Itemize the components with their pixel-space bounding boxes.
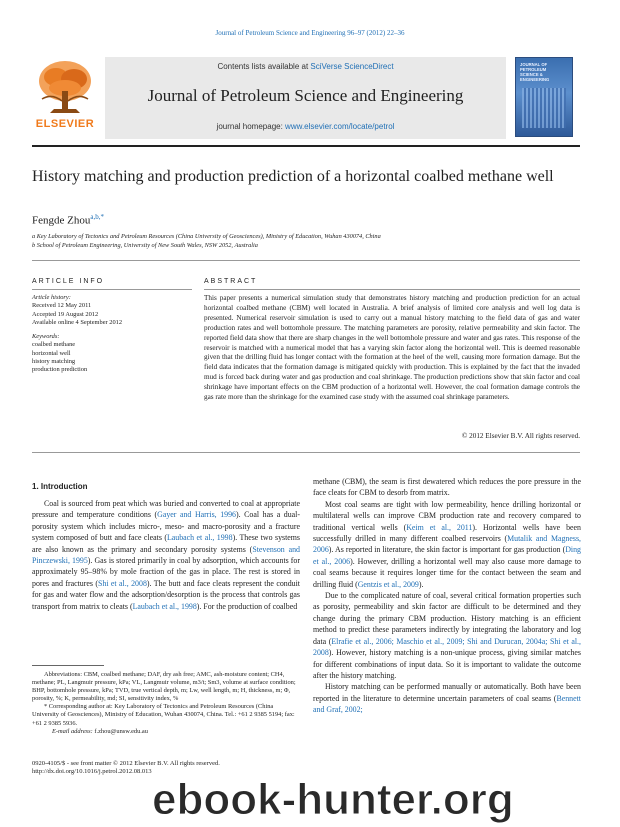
- keywords-label: Keywords:: [32, 333, 60, 341]
- abstract-heading: ABSTRACT: [204, 278, 258, 285]
- cover-artwork: [522, 88, 566, 128]
- affiliation-b: b School of Petroleum Engineering, University of New South Wales, NSW 2052, Australia: [32, 241, 258, 249]
- citation-link[interactable]: Keim et al., 2011: [406, 522, 473, 532]
- citation-link[interactable]: Laubach et al., 1998: [132, 601, 197, 611]
- history-accepted: Accepted 19 August 2012: [32, 310, 99, 318]
- citation-link[interactable]: Mutalik and Magness, 2006: [313, 534, 581, 555]
- keyword: horizontal well: [32, 349, 71, 357]
- email-line: E-mail address: f.zhou@unsw.edu.au: [52, 727, 148, 735]
- body-column-right: [313, 476, 581, 716]
- history-label: Article history:: [32, 294, 71, 301]
- issn-line: 0920-4105/$ - see front matter © 2012 Elsevier B.V. All rights reserved.: [32, 760, 220, 767]
- affiliation-a: a Key Laboratory of Tectonics and Petroleum Resources (China University of Geosciences), Ministry of Education, Wuhan 430074, China: [32, 233, 381, 240]
- footnotes: [32, 671, 300, 736]
- affiliations: [32, 233, 592, 250]
- contents-line: Contents lists available at SciVerse ScienceDirect: [217, 62, 394, 71]
- sciencedirect-link[interactable]: SciVerse ScienceDirect: [310, 62, 394, 71]
- citation-link[interactable]: Elrafie et al., 2006; Maschio et al., 2009; Shi and Durucan, 2004a; Shi et al., 2008: [313, 636, 581, 658]
- history-online: Available online 4 September 2012: [32, 318, 123, 326]
- journal-title: Journal of Petroleum Science and Engineering: [147, 86, 464, 105]
- footnote-rule: [32, 665, 104, 666]
- author-name: Fengde Zhou: [32, 214, 91, 227]
- paragraph: Due to the complicated nature of coal, several critical formation properties such as porosity, permeability and skin factor are difficult to be determined and they change during the primary CBM production. History matching is an efficient method to predict these parameters indirectly by integrating the laboratory and log data (Elrafie et al., 2006; Maschio et al., 2009; Shi and Durucan, 2004a; Shi et al., 2008). However, history matching is a non-unique process, giving similar matches for different combinations of input data. So it is important to validate the outcome after the history matching.: [313, 591, 581, 680]
- author-line: [32, 213, 104, 227]
- paragraph: methane (CBM), the seam is first dewatered which reduces the pore pressure in the face cleats for CBM to desorb from matrix.: [313, 477, 581, 498]
- divider: [32, 452, 580, 453]
- author-affiliation-marks[interactable]: a,b,: [90, 213, 101, 221]
- copyright: © 2012 Elsevier B.V. All rights reserved.: [461, 432, 580, 440]
- corresponding-author-mark[interactable]: *: [100, 213, 104, 221]
- journal-homepage: journal homepage: www.elsevier.com/locate/petrol: [216, 122, 395, 131]
- keyword: coalbed methane: [32, 341, 76, 349]
- keyword: history matching: [32, 358, 76, 366]
- watermark-text: ebook-hunter.org: [152, 776, 514, 824]
- article-info: [32, 294, 192, 375]
- citation-link[interactable]: Shi et al., 2008: [97, 578, 147, 588]
- watermark: [150, 776, 620, 824]
- corresponding-author-note: * Corresponding author at: Key Laboratory of Tectonics and Petroleum Resources (China University of Geosciences), Ministry of Education, Wuhan 430074, China. Tel.: +61 2 9385 5194; fax: +61 2 9385 5936.: [32, 703, 295, 727]
- cover-title: JOURNAL OF PETROLEUM SCIENCE & ENGINEERING: [520, 62, 550, 82]
- citation-link[interactable]: Laubach et al., 1998: [166, 533, 233, 543]
- divider: [32, 260, 580, 261]
- article-info-heading: ARTICLE INFO: [32, 278, 105, 285]
- issn-block: [32, 760, 300, 777]
- body-column-left: [32, 498, 300, 612]
- paragraph: Most coal seams are tight with low permeability, hence drilling horizontal or multilateral wells can improve CBM production rate and recovery compared to traditional vertical wells (Keim et al., 2011). Horizontal wells have been successfully drilled in many different coalbed reservoirs (Mutalik and Magness, 2006). As reported in literature, the skin factor is important for gas production (Ding et al., 2006). However, drilling a horizontal well may also cause more damage to coal seams because it requires longer time for the contact between the seam and drilling fluid (Gentzis et al., 2009).: [313, 499, 582, 589]
- divider: [204, 289, 580, 290]
- citation-link[interactable]: Bennett and Graf, 2002;: [313, 693, 581, 715]
- keyword: production prediction: [32, 366, 88, 374]
- article-title: History matching and production prediction of a horizontal coalbed methane well: [32, 168, 554, 185]
- journal-cover-thumbnail: [515, 57, 573, 137]
- masthead-rule: [32, 145, 580, 147]
- doi-link[interactable]: http://dx.doi.org/10.1016/j.petrol.2012.08.013: [32, 768, 152, 776]
- introduction-heading: 1. Introduction: [32, 482, 88, 491]
- journal-homepage-link[interactable]: www.elsevier.com/locate/petrol: [285, 122, 395, 131]
- abbreviations-note: Abbreviations: CBM, coalbed methane; DAF, dry ash free; AMC, ash-moisture content; CH4, methane; PL, Langmuir pressure, kPa; VL, Langmuir volume, m3/t; Sm3, volume at surface condition; BHP, bottomhole pressure, kPa; TVD, true vertical depth, m; Lw, well length, m; H, thickness, m; Φ, porosity, %; K, permeability, md; SI, sensitivity index, %: [32, 671, 296, 703]
- citation-link[interactable]: Gentzis et al., 2009: [357, 579, 419, 589]
- citation-link[interactable]: Stevenson and Pinczewski, 1995: [32, 544, 300, 566]
- citation-link[interactable]: Gayer and Harris, 1996: [157, 510, 236, 520]
- email-link[interactable]: f.zhou@unsw.edu.au: [94, 727, 148, 735]
- divider: [32, 289, 192, 290]
- journal-citation: Journal of Petroleum Science and Engineering 96–97 (2012) 22–36: [215, 29, 405, 37]
- paragraph: Coal is sourced from peat which was buried and converted to coal at appropriate pressure and temperature conditions (Gayer and Harris, 1996). Coal has a dual-porosity system which includes micro-, meso- and macro-porosity and a fracture system composed of butt and face cleats (Laubach et al., 1998). These two systems are also known as the primary and secondary porosity systems (Stevenson and Pinczewski, 1995). Gas is stored primarily in coal by adsorption, which accounts for approximately 95–98% by mole fraction of the gas in place. The rest is stored in pores and fractures (Shi et al., 2008). The butt and face cleats represent the conduit for gas and water flow and the adsorption/desorption is the process that controls gas transport from matrix to cleats (Laubach et al., 1998). For the production of coalbed: [32, 499, 301, 611]
- history-received: Received 12 May 2011: [32, 302, 92, 310]
- citation-link[interactable]: Ding et al., 2006: [313, 545, 581, 566]
- abstract-text: This paper presents a numerical simulation study that demonstrates history matching and production prediction for an actual horizontal coalbed methane (CBM) well located in Australia. A brief analysis of limited core analysis and well log data is presented. Numerical reservoir simulation is used to carry out a manual history matching to the field data of gas and water production rates and well bottomhole pressure. The matching parameters are porosity, relative permeability and skin factor. The reported field data show that there are sharp changes in the well bottomhole pressure and water and gas rates. This response of the reservoir is matched with a numerical model that has a varying skin factor along the horizontal well. This is deemed reasonable given that the drilling fluid has longer contact with the formation at the heel of the well, causing more formation damage. But the field data indicates that the formation damage is mitigated quickly with production. This is explained by the fact that the invaded mud is forced back during water and gas production and coal shrinkage. The production predictions show that skin factor and coal shrinkage have important effects on the CBM production of a horizontal well. However, the coal formation damage controls the gas rate more than the shrinkage for the examined case study with the assumed coal shrinkage parameters.: [204, 294, 580, 402]
- paragraph: History matching can be performed manually or automatically. Both have been reported in the literature to determine uncertain parameters of coal seams (Bennett and Graf, 2002;: [313, 682, 581, 715]
- elsevier-wordmark: ELSEVIER: [35, 118, 95, 130]
